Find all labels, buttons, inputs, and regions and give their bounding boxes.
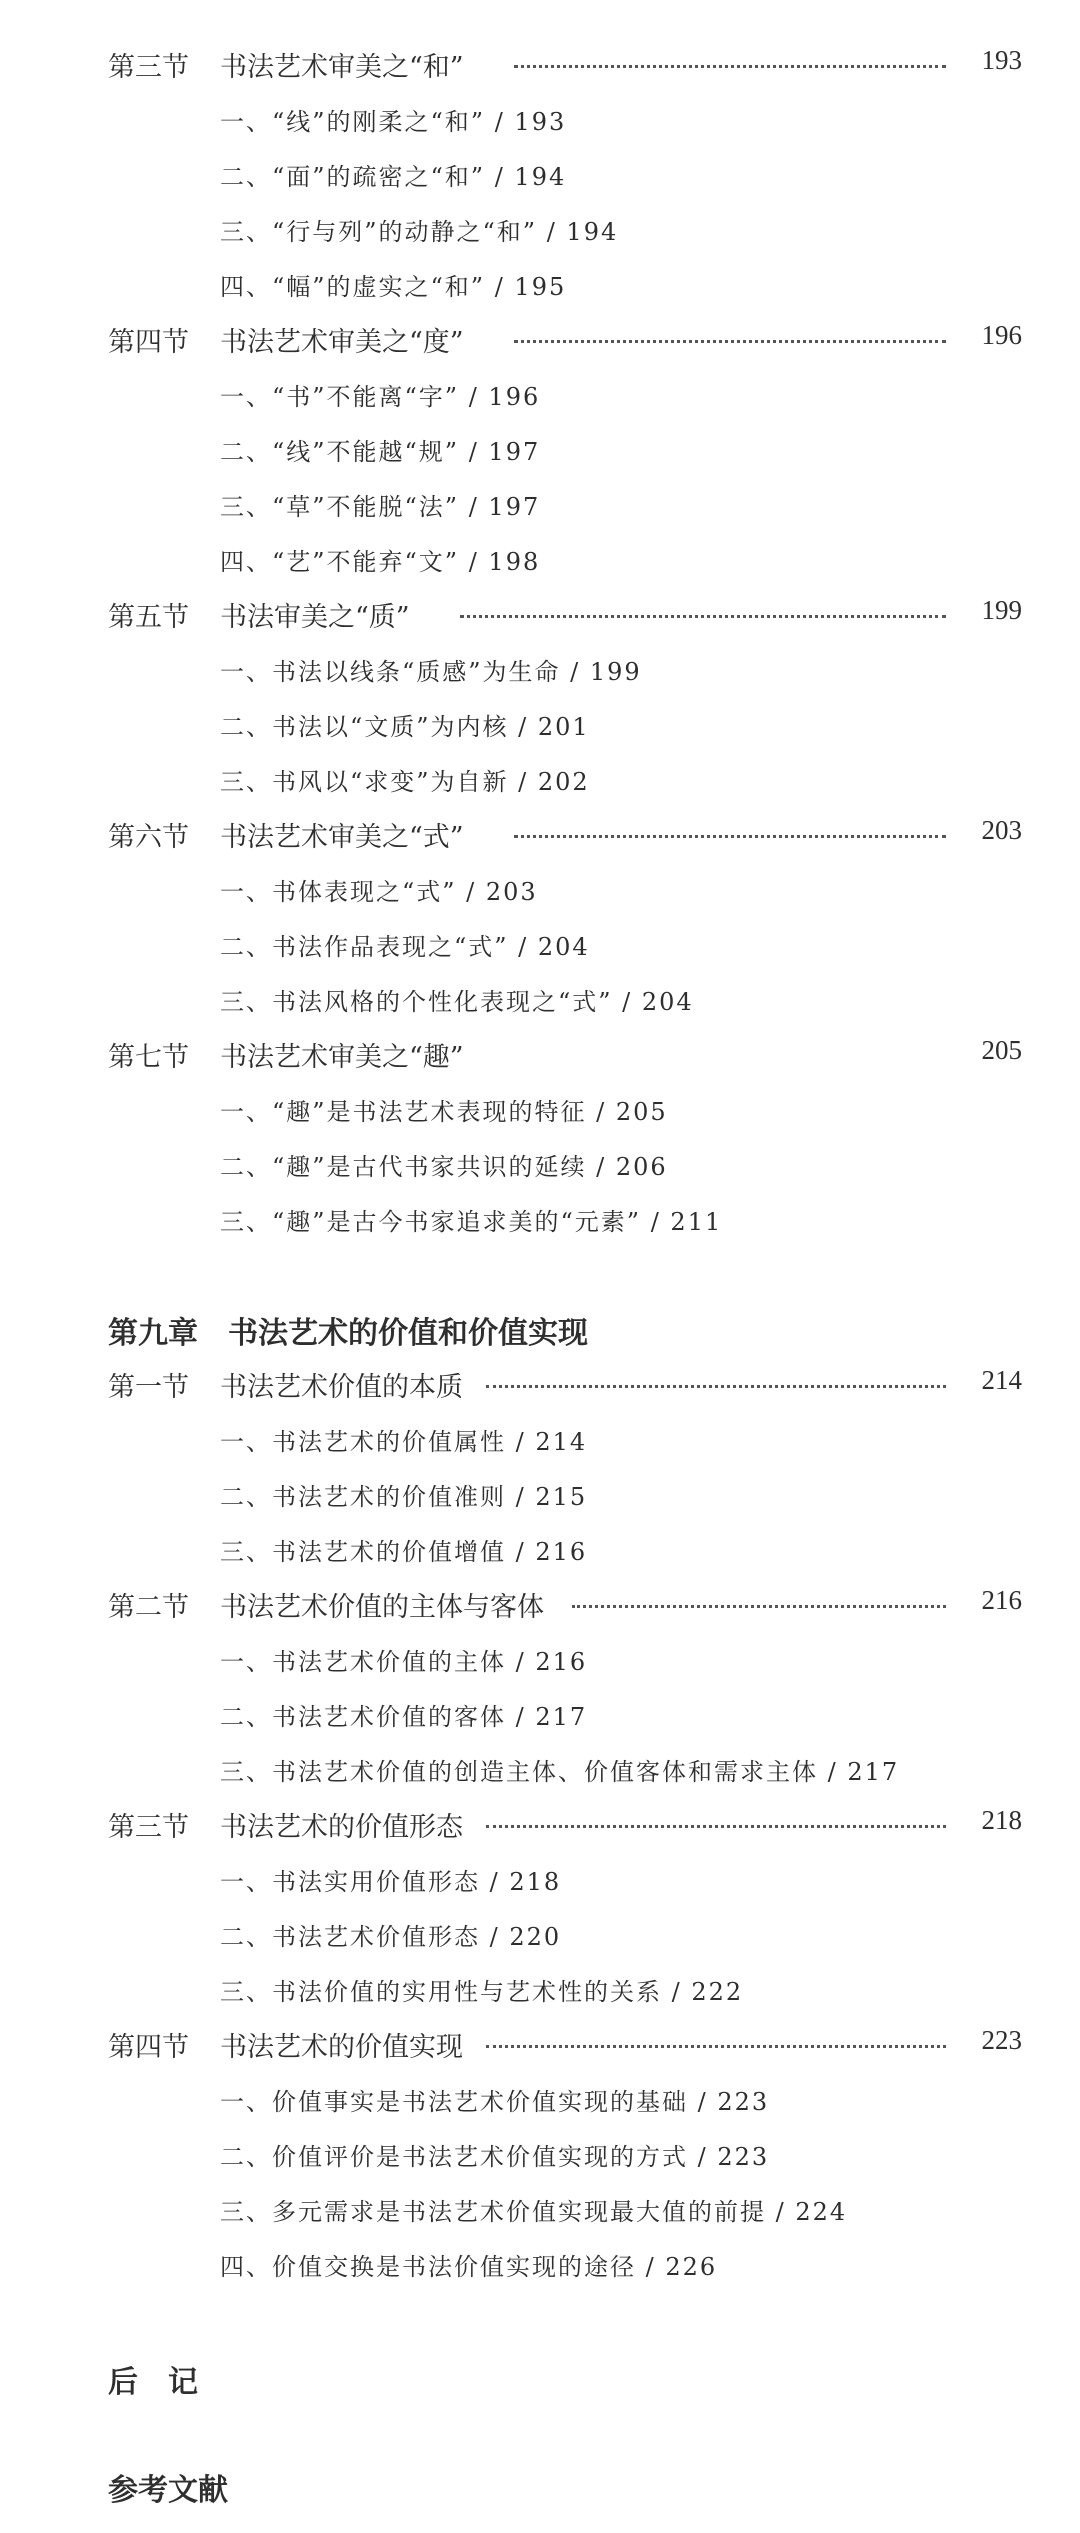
subsection-text: 一、书法以线条“质感”为生命 / 199 — [220, 658, 642, 686]
subsection-row[interactable] — [0, 862, 1080, 918]
section-number: 第五节 — [108, 602, 189, 633]
subsection-text: 一、书法艺术的价值属性 / 214 — [220, 1428, 588, 1456]
section-page: 218 — [981, 1805, 1022, 1835]
subsection-row[interactable] — [0, 1522, 1080, 1578]
subsection-text: 三、书法价值的实用性与艺术性的关系 / 222 — [220, 1978, 744, 2006]
section-page: 199 — [981, 595, 1022, 625]
section-row[interactable] — [0, 2017, 1080, 2073]
chapter-row[interactable] — [0, 1302, 1080, 1358]
section-title: 书法艺术的价值实现 — [220, 2032, 463, 2063]
subsection-text: 二、“线”不能越“规” / 197 — [220, 438, 541, 466]
section-title: 书法艺术审美之“式” — [220, 822, 464, 853]
section-row[interactable] — [0, 1797, 1080, 1853]
subsection-row[interactable] — [0, 697, 1080, 753]
section-title: 书法艺术价值的本质 — [220, 1372, 463, 1403]
section-title: 书法艺术的价值形态 — [220, 1812, 463, 1843]
section-row[interactable] — [0, 1577, 1080, 1633]
section-number: 第三节 — [108, 1812, 189, 1843]
section-row[interactable] — [0, 312, 1080, 368]
subsection-row[interactable] — [0, 1192, 1080, 1248]
dot-leader — [460, 615, 946, 618]
subsection-text: 三、多元需求是书法艺术价值实现最大值的前提 / 224 — [220, 2198, 848, 2226]
subsection-row[interactable] — [0, 1412, 1080, 1468]
subsection-row[interactable] — [0, 642, 1080, 698]
section-row[interactable] — [0, 37, 1080, 93]
subsection-row[interactable] — [0, 257, 1080, 313]
subsection-row[interactable] — [0, 2237, 1080, 2293]
section-number: 第三节 — [108, 52, 189, 83]
subsection-text: 三、“草”不能脱“法” / 197 — [220, 493, 541, 521]
section-title: 书法艺术审美之“趣” — [220, 1042, 464, 1073]
section-number: 第四节 — [108, 2032, 189, 2063]
subsection-text: 四、价值交换是书法价值实现的途径 / 226 — [220, 2253, 718, 2281]
dot-leader — [514, 835, 946, 838]
subsection-row[interactable] — [0, 2072, 1080, 2128]
section-row[interactable] — [0, 1357, 1080, 1413]
subsection-row[interactable] — [0, 1962, 1080, 2018]
subsection-text: 二、“面”的疏密之“和” / 194 — [220, 163, 567, 191]
subsection-row[interactable] — [0, 2127, 1080, 2183]
subsection-row[interactable] — [0, 477, 1080, 533]
subsection-text: 二、价值评价是书法艺术价值实现的方式 / 223 — [220, 2143, 770, 2171]
section-page: 216 — [981, 1585, 1022, 1615]
section-row[interactable] — [0, 587, 1080, 643]
subsection-text: 一、书法艺术价值的主体 / 216 — [220, 1648, 588, 1676]
subsection-row[interactable] — [0, 1907, 1080, 1963]
subsection-text: 三、书法艺术的价值增值 / 216 — [220, 1538, 588, 1566]
subsection-text: 三、书法风格的个性化表现之“式” / 204 — [220, 988, 694, 1016]
subsection-row[interactable] — [0, 1852, 1080, 1908]
subsection-text: 二、书法艺术价值形态 / 220 — [220, 1923, 562, 1951]
subsection-row[interactable] — [0, 1742, 1080, 1798]
section-title: 书法艺术审美之“和” — [220, 52, 464, 83]
subsection-row[interactable] — [0, 1137, 1080, 1193]
subsection-text: 二、书法作品表现之“式” / 204 — [220, 933, 590, 961]
subsection-row[interactable] — [0, 1082, 1080, 1138]
subsection-text: 一、“线”的刚柔之“和” / 193 — [220, 108, 567, 136]
dot-leader — [486, 1825, 946, 1828]
section-page: 196 — [981, 320, 1022, 350]
section-row[interactable] — [0, 1027, 1080, 1083]
section-page: 205 — [981, 1035, 1022, 1065]
subsection-text: 二、书法以“文质”为内核 / 201 — [220, 713, 590, 741]
subsection-text: 一、书法实用价值形态 / 218 — [220, 1868, 562, 1896]
subsection-text: 二、书法艺术价值的客体 / 217 — [220, 1703, 588, 1731]
chapter-heading: 第九章 书法艺术的价值和价值实现 — [108, 1316, 588, 1351]
dot-leader — [486, 1385, 946, 1388]
section-page: 193 — [981, 45, 1022, 75]
section-number: 第七节 — [108, 1042, 189, 1073]
postscript-heading[interactable]: 后 记 — [108, 2365, 198, 2400]
dot-leader — [514, 340, 946, 343]
subsection-text: 二、书法艺术的价值准则 / 215 — [220, 1483, 588, 1511]
section-page: 214 — [981, 1365, 1022, 1395]
references-heading[interactable]: 参考文献 — [108, 2473, 228, 2508]
subsection-row[interactable] — [0, 1632, 1080, 1688]
subsection-text: 四、“艺”不能弃“文” / 198 — [220, 548, 541, 576]
section-number: 第六节 — [108, 822, 189, 853]
dot-leader — [514, 65, 946, 68]
subsection-row[interactable] — [0, 1467, 1080, 1523]
subsection-text: 一、书体表现之“式” / 203 — [220, 878, 538, 906]
subsection-row[interactable] — [0, 752, 1080, 808]
subsection-text: 一、“趣”是书法艺术表现的特征 / 205 — [220, 1098, 668, 1126]
subsection-row[interactable] — [0, 147, 1080, 203]
subsection-text: 一、价值事实是书法艺术价值实现的基础 / 223 — [220, 2088, 770, 2116]
subsection-row[interactable] — [0, 972, 1080, 1028]
section-page: 223 — [981, 2025, 1022, 2055]
section-title: 书法艺术价值的主体与客体 — [220, 1592, 544, 1623]
subsection-row[interactable] — [0, 367, 1080, 423]
subsection-text: 四、“幅”的虚实之“和” / 195 — [220, 273, 567, 301]
subsection-text: 二、“趣”是古代书家共识的延续 / 206 — [220, 1153, 668, 1181]
subsection-row[interactable] — [0, 532, 1080, 588]
subsection-text: 三、“行与列”的动静之“和” / 194 — [220, 218, 619, 246]
subsection-row[interactable] — [0, 2182, 1080, 2238]
section-title: 书法审美之“质” — [220, 602, 410, 633]
subsection-row[interactable] — [0, 917, 1080, 973]
section-title: 书法艺术审美之“度” — [220, 327, 464, 358]
subsection-row[interactable] — [0, 422, 1080, 478]
section-number: 第一节 — [108, 1372, 189, 1403]
dot-leader — [486, 2045, 946, 2048]
subsection-row[interactable] — [0, 92, 1080, 148]
section-page: 203 — [981, 815, 1022, 845]
subsection-row[interactable] — [0, 1687, 1080, 1743]
subsection-text: 三、书风以“求变”为自新 / 202 — [220, 768, 590, 796]
section-row[interactable] — [0, 807, 1080, 863]
subsection-text: 三、“趣”是古今书家追求美的“元素” / 211 — [220, 1208, 723, 1236]
dot-leader — [572, 1605, 946, 1608]
section-number: 第二节 — [108, 1592, 189, 1623]
section-number: 第四节 — [108, 327, 189, 358]
subsection-text: 一、“书”不能离“字” / 196 — [220, 383, 541, 411]
subsection-text: 三、书法艺术价值的创造主体、价值客体和需求主体 / 217 — [220, 1758, 900, 1786]
subsection-row[interactable] — [0, 202, 1080, 258]
